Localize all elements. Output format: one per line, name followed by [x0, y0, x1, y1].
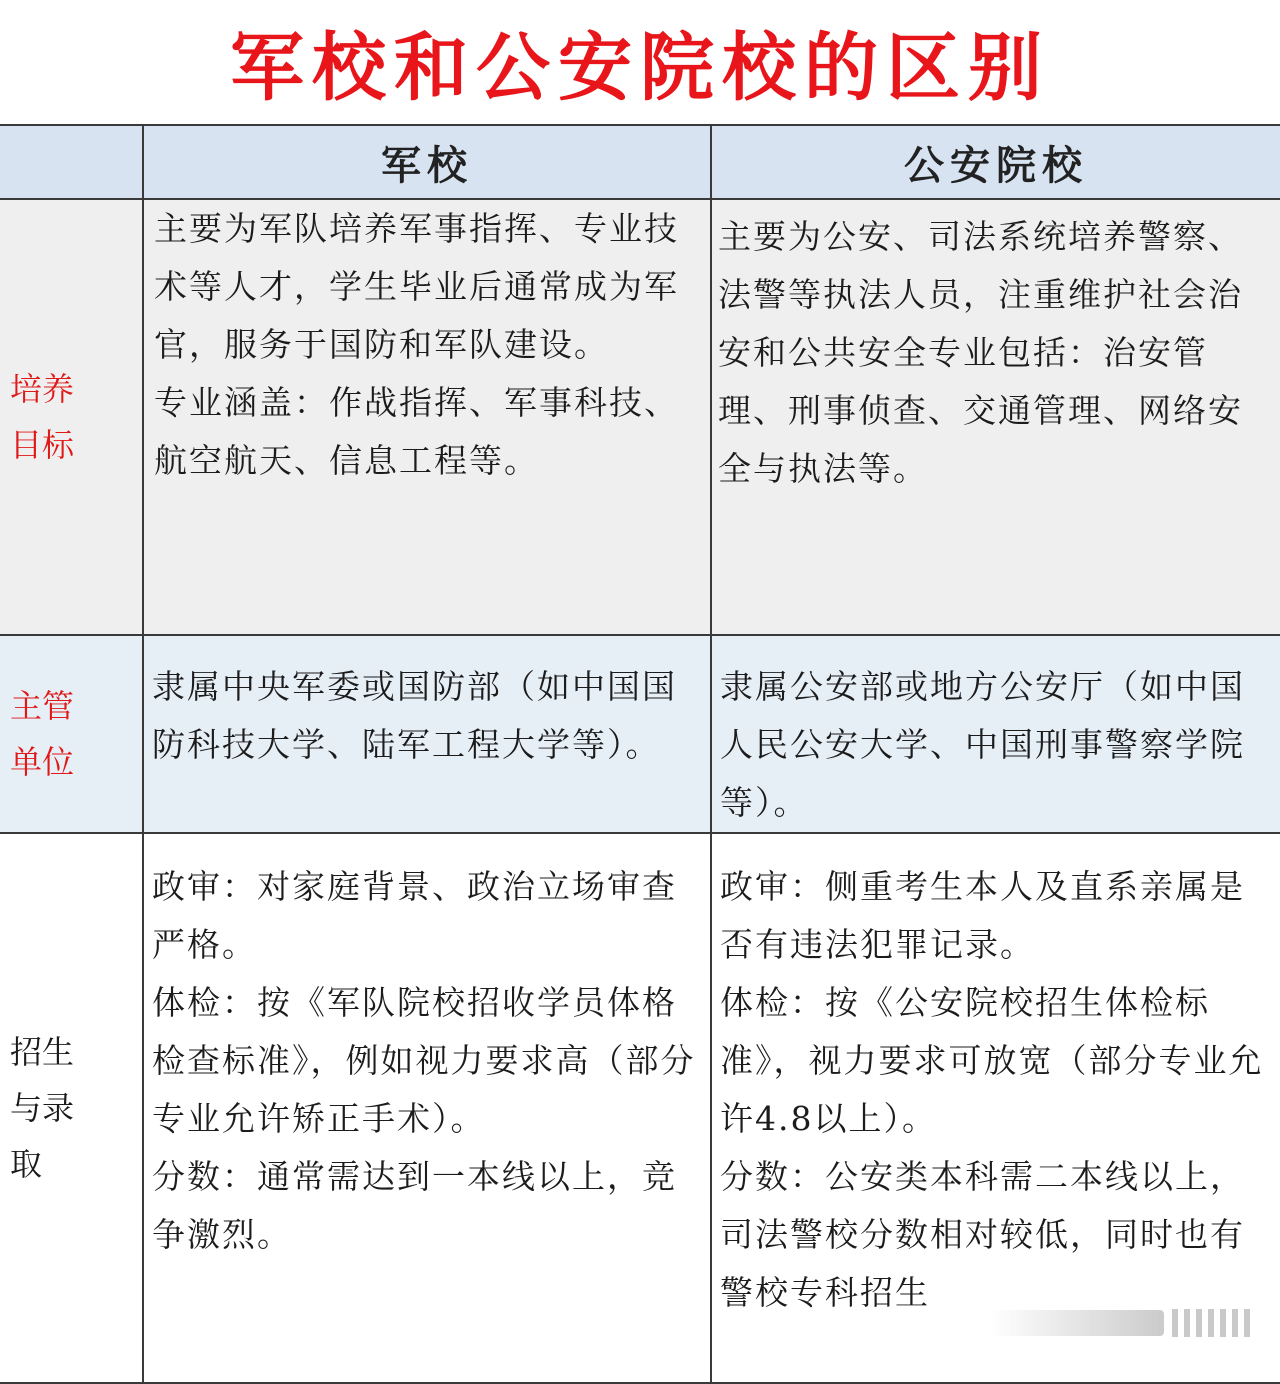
row-label-cell — [0, 635, 143, 833]
page-title: 军校和公安院校的区别 — [230, 25, 1050, 111]
police-admission-politics: 政审：侧重考生本人及直系亲属是否有违法犯罪记录。 — [720, 867, 1245, 964]
military-admission-politics: 政审：对家庭背景、政治立场审查严格。 — [152, 867, 677, 964]
row-label-cell — [0, 833, 143, 1383]
police-admission-score: 分数：公安类本科需二本线以上，司法警校分数相对较低，同时也有警校专科招生 — [720, 1157, 1245, 1312]
corner-cell — [0, 125, 143, 199]
police-cell — [711, 199, 1280, 635]
row-label-training-goal: 培养 目标 — [10, 370, 75, 464]
military-cell — [143, 833, 711, 1383]
column-header-police: 公安院校 — [711, 125, 1280, 199]
military-authority-text: 隶属中央军委或国防部（如中国国防科技大学、陆军工程大学等）。 — [152, 667, 677, 764]
police-cell — [711, 833, 1280, 1383]
military-admission-physical: 体检：按《军队院校招收学员体格检查标准》，例如视力要求高（部分专业允许矫正手术）。 — [152, 983, 696, 1138]
table-row — [0, 635, 1280, 833]
row-label-admission: 招生 与录 取 — [10, 1033, 75, 1183]
military-training-text-2: 专业涵盖：作战指挥、军事科技、航空航天、信息工程等。 — [154, 383, 679, 480]
police-training-text-1: 主要为公安、司法系统培养警察、法警等执法人员，注重维护社会治安和公共安全专业包括：治安管理、刑事侦查、交通管理、网络安全与执法等。 — [718, 217, 1243, 488]
police-authority-text: 隶属公安部或地方公安厅（如中国人民公安大学、中国刑事警察学院等）。 — [720, 667, 1245, 822]
comparison-table — [0, 124, 1280, 1384]
row-label-cell — [0, 199, 143, 635]
table-header-row — [0, 125, 1280, 199]
military-cell — [143, 199, 711, 635]
military-cell — [143, 635, 711, 833]
police-cell — [711, 635, 1280, 833]
watermark-icon — [990, 1306, 1250, 1340]
table-row — [0, 833, 1280, 1383]
table-row — [0, 199, 1280, 635]
military-admission-score: 分数：通常需达到一本线以上，竞争激烈。 — [152, 1157, 677, 1254]
column-header-military: 军校 — [143, 125, 711, 199]
police-admission-physical: 体检：按《公安院校招生体检标准》，视力要求可放宽（部分专业允许4.8以上）。 — [720, 983, 1264, 1138]
military-training-text-1: 主要为军队培养军事指挥、专业技术等人才，学生毕业后通常成为军官，服务于国防和军队建设。 — [154, 209, 679, 364]
row-label-authority: 主管 单位 — [10, 687, 75, 781]
